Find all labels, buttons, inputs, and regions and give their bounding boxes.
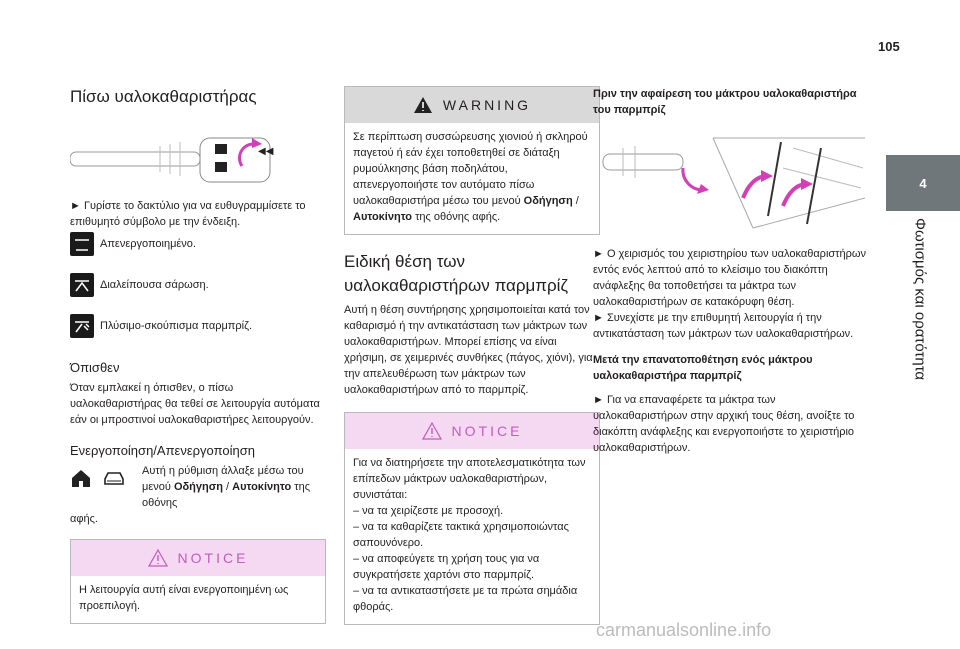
notice-header — [345, 413, 599, 449]
warning-header — [345, 87, 599, 123]
page-number: 105 — [878, 39, 900, 54]
warning-label: WARNING — [442, 97, 532, 113]
chapter-tab[interactable]: 4 — [886, 155, 960, 211]
windscreen-wipers-illustration — [593, 128, 865, 238]
notice-intro: Για να διατηρήσετε την αποτελεσματικότητα των επίπεδων μάκτρων υαλοκαθαριστήρων, συνιστάται: — [353, 457, 586, 501]
rear-wiper-stalk-illustration — [70, 122, 280, 188]
blade-removal-column — [593, 86, 871, 456]
wiper-intermittent-label: Διαλείπουσα σάρωση. — [100, 278, 209, 291]
wiper-off-label: Απενεργοποιημένο. — [100, 237, 196, 250]
list-item — [70, 230, 326, 257]
list-item — [70, 271, 326, 298]
wiper-intermittent-icon — [70, 273, 94, 297]
service-position-body: Αυτή η θέση συντήρησης χρησιμοποιείται κατά τον καθαρισμό ή την αντικατάσταση των μάκτρων των υαλοκαθαριστήρων. Μπορεί επίσης να είναι χρήσιμη, σε χειμερινές συνθήκες (πάγος, χιόνι), για την απελευθέρωση των μάκτρων των υαλοκαθαριστήρων από το παρμπρίζ. — [344, 304, 593, 396]
washer-icon — [70, 314, 94, 338]
notice-triangle-icon — [422, 422, 442, 440]
service-position-title: Ειδική θέση των υαλοκαθαριστήρων παρμπρίζ — [344, 252, 568, 295]
activation-title: Ενεργοποίηση/Απενεργοποίηση — [70, 443, 255, 458]
warning-triangle-icon — [413, 96, 433, 114]
list-item: – να τα χειρίζεστε με προσοχή. — [353, 505, 504, 517]
before-removal-title: Πριν την αφαίρεση του μάκτρου υαλοκαθαριστήρα του παρμπρίζ — [593, 88, 857, 116]
notice-box-blades — [344, 412, 600, 625]
notice-text: Η λειτουργία αυτή είναι ενεργοποιημένη ως προεπιλογή. — [79, 584, 289, 612]
wiper-service-column — [344, 86, 600, 625]
list-item: – να τα καθαρίζετε τακτικά χρησιμοποιώντας σαπουνόνερο. — [353, 521, 569, 549]
washer-label: Πλύσιμο-σκούπισμα παρμπρίζ. — [100, 319, 252, 332]
notice-label: NOTICE — [451, 423, 523, 439]
reverse-title: Όπισθεν — [70, 360, 120, 375]
list-item: – να αποφεύγετε τη χρήση τους για να συγκρατήσετε χαρτόνι στο παρμπρίζ. — [353, 553, 540, 581]
rear-wiper-column — [70, 86, 326, 624]
reverse-text: Όταν εμπλακεί η όπισθεν, ο πίσω υαλοκαθαριστήρας θα τεθεί σε λειτουργία αυτόματα εάν οι μπροστινοί υαλοκαθαριστήρες λειτουργούν. — [70, 382, 320, 426]
svg-text:◀◀: ◀◀ — [258, 146, 274, 157]
activation-row — [70, 463, 326, 511]
notice-triangle-icon — [148, 549, 168, 567]
rear-wiper-title: Πίσω υαλοκαθαριστήρας — [70, 87, 257, 106]
step-replace-blades: ► Συνεχίστε με την επιθυμητή λειτουργία ή την αντικατάσταση των μάκτρων των υαλοκαθαριστήρων. — [593, 312, 854, 340]
after-refit-title: Μετά την επανατοποθέτηση ενός μάκτρου υαλοκαθαριστήρα παρμπρίζ — [593, 354, 813, 382]
rotate-ring-instruction: ► Γυρίστε το δακτύλιο για να ευθυγραμμίσετε το επιθυμητό σύμβολο με την ένδειξη. — [70, 200, 306, 228]
notice-box-default — [70, 539, 326, 624]
warning-box — [344, 86, 600, 235]
activation-text: Αυτή η ρύθμιση άλλαξε μέσω του μενού Οδήγηση / Αυτοκίνητο της οθόνης — [142, 465, 310, 509]
car-settings-icon — [102, 467, 126, 489]
step-vertical-position: ► Ο χειρισμός του χειριστηρίου των υαλοκαθαριστήρων εντός ενός λεπτού από το κλείσιμο του διακόπτη ανάφλεξης θα τοποθετήσει τα μάκτρα των υαλοκαθαριστήρων σε κατακόρυφη θέση. — [593, 248, 866, 308]
list-item: – να τα αντικαταστήσετε με τα πρώτα σημάδια φθοράς. — [353, 585, 578, 613]
step-return-position: ► Για να επαναφέρετε τα μάκτρα των υαλοκαθαριστήρων στην αρχική τους θέση, ανοίξτε το διακόπτη ανάφλεξης και ενεργοποιήστε το χειριστήριο υαλοκαθαριστήρων. — [593, 394, 855, 454]
wiper-off-icon — [70, 232, 94, 256]
notice-header — [71, 540, 325, 576]
watermark: carmanualsonline.info — [596, 620, 772, 640]
warning-text: Σε περίπτωση συσσώρευσης χιονιού ή σκληρού παγετού ή εάν έχει τοποθετηθεί σε διάταξη ρυμούλκησης βάση ποδηλάτου, απενεργοποιήστε τον αυτόματο πίσω υαλοκαθαριστήρα μέσω του μενού Οδήγηση / Αυτοκίνητο της οθόνης αφής. — [353, 131, 588, 223]
notice-label: NOTICE — [177, 550, 249, 566]
wiper-position-list — [70, 230, 326, 339]
home-icon — [70, 467, 92, 489]
activation-text-end: αφής. — [70, 513, 98, 525]
list-item — [70, 312, 326, 339]
